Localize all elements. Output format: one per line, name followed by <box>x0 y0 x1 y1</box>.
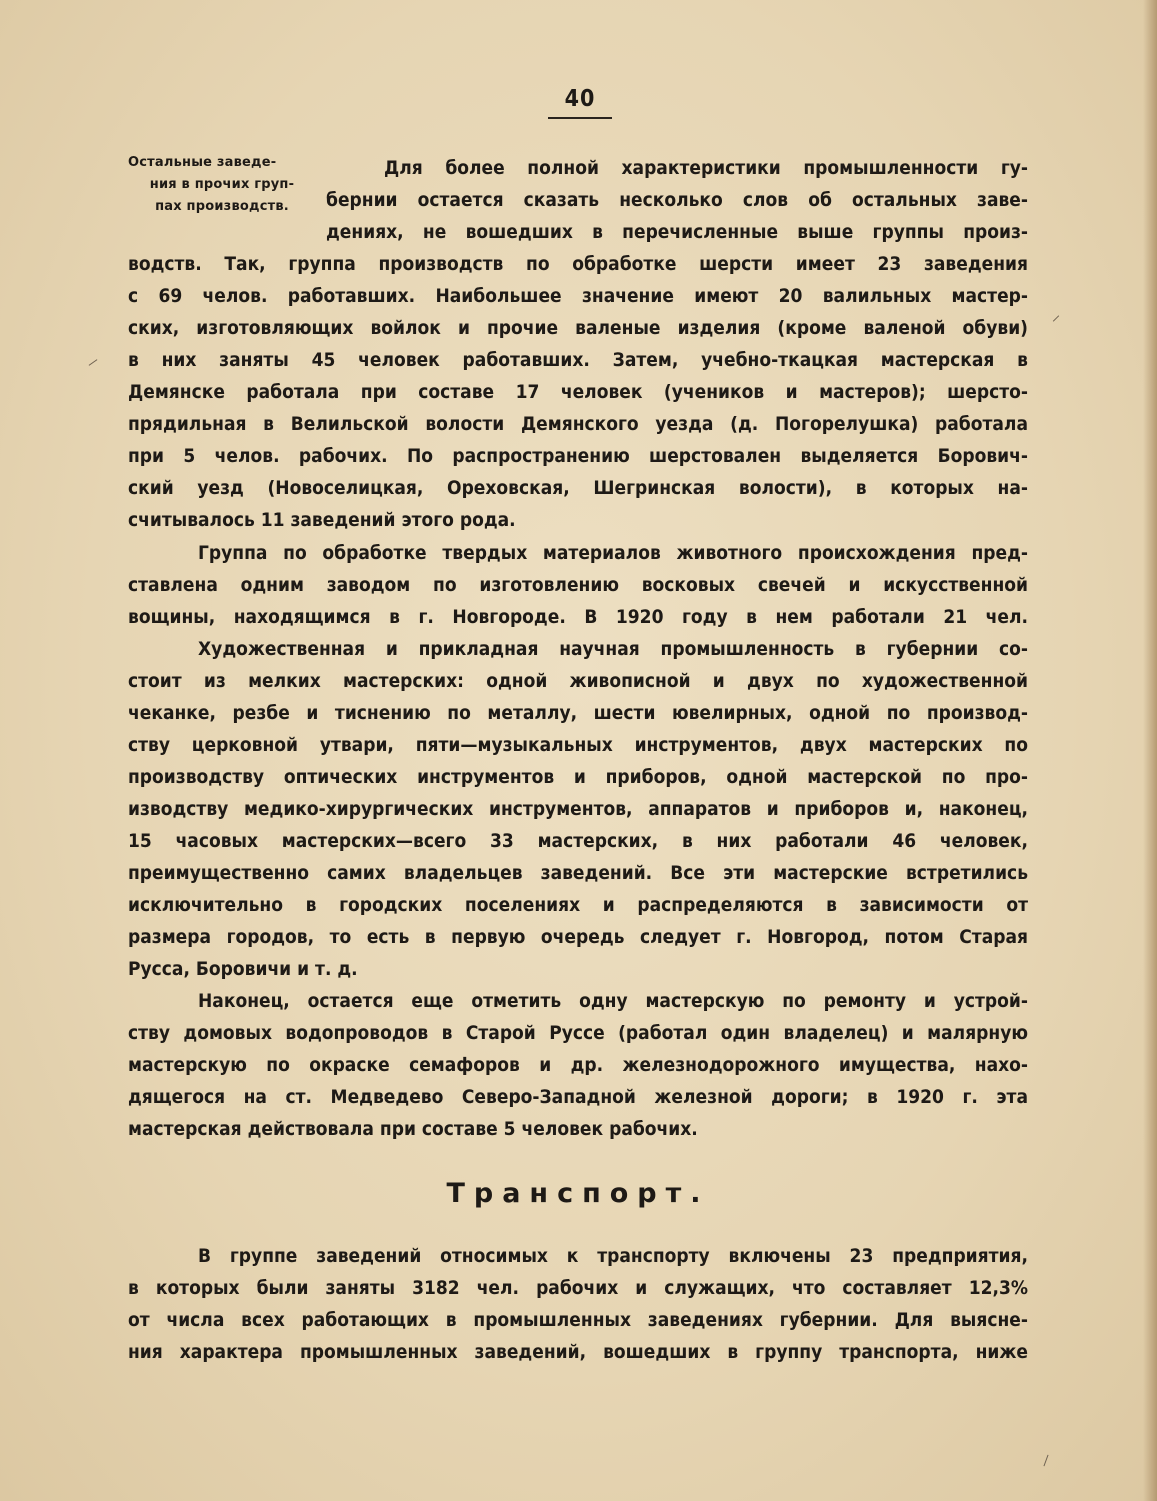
margin-note <box>128 152 316 218</box>
text-line: ству церковной утвари, пяти—музыкальных инструментов, двух мастерских по <box>128 734 1028 756</box>
text-line: Демянске работала при составе 17 человек (учеников и мастеров); шерсто- <box>128 381 1028 403</box>
text-line: мастерская действовала при составе 5 человек рабочих. <box>128 1118 698 1140</box>
page-number: 40 <box>564 86 596 112</box>
text-line: Для более полной характеристики промышленности гу- <box>384 157 1028 179</box>
text-line: водств. Так, группа производств по обработке шерсти имеет 23 заведения <box>128 253 1028 275</box>
text-line: мастерскую по окраске семафоров и др. железнодорожного имущества, нахо- <box>128 1054 1028 1076</box>
text-line: ния характера промышленных заведений, вошедших в группу транспорта, ниже <box>128 1341 1028 1363</box>
text-line: бернии остается сказать несколько слов об остальных заве- <box>326 189 1028 211</box>
text-line: стоит из мелких мастерских: одной живописной и двух по художественной <box>128 670 1028 692</box>
text-line: ству домовых водопроводов в Старой Руссе (работал один владелец) и малярную <box>128 1022 1028 1044</box>
text-line: в которых были заняты 3182 чел. рабочих и служащих, что составляет 12,3% <box>128 1277 1028 1299</box>
text-line: в них заняты 45 человек работавших. Затем, учебно-ткацкая мастерская в <box>128 349 1028 371</box>
text-line: Наконец, остается еще отметить одну мастерскую по ремонту и устрой- <box>198 990 1028 1012</box>
text-line: В группе заведений относимых к транспорту включены 23 предприятия, <box>198 1245 1028 1267</box>
text-line: Группа по обработке твердых материалов животного происхождения пред- <box>198 542 1028 564</box>
paper-speck <box>1053 315 1059 321</box>
text-line: преимущественно самих владельцев заведений. Все эти мастерские встретились <box>128 862 1028 884</box>
text-line: с 69 челов. работавших. Наибольшее значение имеют 20 валильных мастер- <box>128 285 1028 307</box>
text-line: считывалось 11 заведений этого рода. <box>128 509 516 531</box>
text-line: 15 часовых мастерских—всего 33 мастерских, в них работали 46 человек, <box>128 830 1028 852</box>
section-heading: Транспорт. <box>446 1178 710 1209</box>
text-line: от числа всех работающих в промышленных заведениях губернии. Для выясне- <box>128 1309 1028 1331</box>
text-line: ставлена одним заводом по изготовлению восковых свечей и искусственной <box>128 574 1028 596</box>
text-line: изводству медико-хирургических инструментов, аппаратов и приборов и, наконец, <box>128 798 1028 820</box>
text-line: чеканке, резбе и тиснению по металлу, шести ювелирных, одной по производ- <box>128 702 1028 724</box>
page-edge-shadow <box>1143 0 1157 1501</box>
text-line: вощины, находящимся в г. Новгороде. В 1920 году в нем работали 21 чел. <box>128 606 1028 628</box>
text-line: дениях, не вошедших в перечисленные выше группы произ- <box>326 221 1028 243</box>
text-line: прядильная в Велильской волости Демянского уезда (д. Погорелушка) работала <box>128 413 1028 435</box>
text-line: исключительно в городских поселениях и распределяются в зависимости от <box>128 894 1028 916</box>
margin-note-line: пах производств. <box>155 199 289 214</box>
margin-note-line: ния в прочих груп- <box>149 177 295 192</box>
page-number-rule <box>548 117 612 119</box>
paper-speck <box>89 359 98 366</box>
text-line: ский уезд (Новоселицкая, Ореховская, Шегринская волости), в которых на- <box>128 477 1028 499</box>
text-line: Художественная и прикладная научная промышленность в губернии со- <box>198 638 1028 660</box>
text-line: при 5 челов. рабочих. По распространению шерстовален выделяется Борович- <box>128 445 1028 467</box>
text-line: размера городов, то есть в первую очередь следует г. Новгород, потом Старая <box>128 926 1028 948</box>
text-line: производству оптических инструментов и приборов, одной мастерской по про- <box>128 766 1028 788</box>
paper-speck <box>1043 1455 1048 1467</box>
text-line: Русса, Боровичи и т. д. <box>128 958 358 980</box>
text-line: ских, изготовляющих войлок и прочие валеные изделия (кроме валеной обуви) <box>128 317 1028 339</box>
margin-note-line: Остальные заведе- <box>128 155 277 170</box>
text-line: дящегося на ст. Медведево Северо-Западной железной дороги; в 1920 г. эта <box>128 1086 1028 1108</box>
